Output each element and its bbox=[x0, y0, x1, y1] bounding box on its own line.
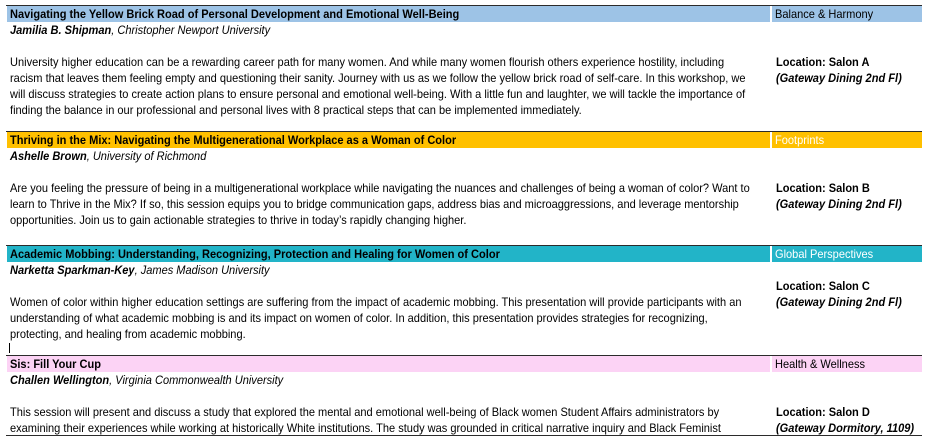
session-description bbox=[10, 54, 772, 118]
description-line: racism that leaves them feeling empty and questioning their sanity. Journey with us as we follow the yellow brick road of self-care. In this workshop, we bbox=[10, 71, 746, 85]
track-band bbox=[772, 356, 922, 372]
session-title: Thriving in the Mix: Navigating the Multigenerational Workplace as a Woman of Color bbox=[10, 133, 457, 147]
description-line: opportunities. Join us to gain actionable strategies to thrive in today’s rapidly changing higher. bbox=[10, 213, 467, 227]
description-line: examining their experiences while working at historically White institutions. The study was grounded in critical narrative inquiry and Black Feminist bbox=[10, 421, 721, 435]
text-cursor bbox=[9, 343, 10, 353]
session-title: Sis: Fill Your Cup bbox=[10, 357, 101, 371]
presenter-line bbox=[10, 372, 709, 388]
session-track: Footprints bbox=[775, 133, 825, 147]
session-track: Balance & Harmony bbox=[775, 7, 874, 21]
description-line: This session will present and discuss a study that explored the mental and emotional well-being of Black women Student Affairs administrators by bbox=[10, 405, 720, 419]
presenter-name: Jamilia B. Shipman bbox=[10, 23, 112, 37]
location-room: Location: Salon A bbox=[776, 55, 870, 69]
description-line: Are you feeling the pressure of being in a multigenerational workplace while navigating the nuances and challenges of being a woman of color? Want to bbox=[10, 181, 750, 195]
description-line: understanding of what academic mobbing is and its impact on women of color. In addition, this presentation provides strategies for recognizing, bbox=[10, 311, 708, 325]
location-building: (Gateway Dining 2nd Fl) bbox=[776, 197, 902, 211]
location-room: Location: Salon B bbox=[776, 181, 870, 195]
session-location bbox=[776, 54, 922, 86]
presenter-line bbox=[10, 22, 709, 38]
session-track: Global Perspectives bbox=[775, 247, 874, 261]
session-title-band bbox=[7, 132, 770, 148]
location-building: (Gateway Dormitory, 1109) bbox=[776, 421, 915, 435]
track-band bbox=[772, 6, 922, 22]
session-location bbox=[776, 278, 922, 310]
session-location bbox=[776, 180, 922, 212]
session-title-band bbox=[7, 356, 770, 372]
location-building: (Gateway Dining 2nd Fl) bbox=[776, 71, 902, 85]
presenter-line bbox=[10, 148, 709, 164]
session-description bbox=[10, 404, 772, 436]
presenter-name: Ashelle Brown bbox=[10, 149, 87, 163]
presenter-name: Narketta Sparkman-Key bbox=[10, 263, 135, 277]
session-title-band bbox=[7, 246, 770, 262]
presenter-affiliation: , University of Richmond bbox=[86, 149, 207, 163]
location-building: (Gateway Dining 2nd Fl) bbox=[776, 295, 902, 309]
presenter-line bbox=[10, 262, 709, 278]
session-description bbox=[10, 180, 772, 228]
description-line: will discuss strategies to create action plans to ensure personal and emotional well-being. With a little fun and laughter, we will tackle the importance of bbox=[10, 87, 746, 101]
session-title: Academic Mobbing: Understanding, Recognizing, Protection and Healing for Women of Color bbox=[10, 247, 500, 261]
session-description bbox=[10, 294, 772, 342]
session-track: Health & Wellness bbox=[775, 357, 866, 371]
presenter-affiliation: , James Madison University bbox=[134, 263, 270, 277]
description-line: University higher education can be a rewarding career path for many women. And while many women flourish others experience hostility, including bbox=[10, 55, 725, 69]
presenter-affiliation: , Virginia Commonwealth University bbox=[109, 373, 284, 387]
location-room: Location: Salon D bbox=[776, 405, 870, 419]
location-room: Location: Salon C bbox=[776, 279, 870, 293]
session-title: Navigating the Yellow Brick Road of Personal Development and Emotional Well-Being bbox=[10, 7, 460, 21]
presenter-affiliation: , Christopher Newport University bbox=[111, 23, 271, 37]
track-band bbox=[772, 132, 922, 148]
description-line: finding the balance in our professional and personal lives with 8 practical steps that can be implemented immediately. bbox=[10, 103, 582, 117]
description-line: learn to Thrive in the Mix? If so, this session equips you to bridge communication gaps, address bias and microaggressions, and leverage mentorship bbox=[10, 197, 739, 211]
description-line: protecting, and healing from academic mobbing. bbox=[10, 327, 246, 341]
presenter-name: Challen Wellington bbox=[10, 373, 110, 387]
session-title-band bbox=[7, 6, 770, 22]
session-location bbox=[776, 404, 922, 436]
description-line: Women of color within higher education settings are suffering from the impact of academic mobbing. This presentation will provide participants with an bbox=[10, 295, 742, 309]
track-band bbox=[772, 246, 922, 262]
